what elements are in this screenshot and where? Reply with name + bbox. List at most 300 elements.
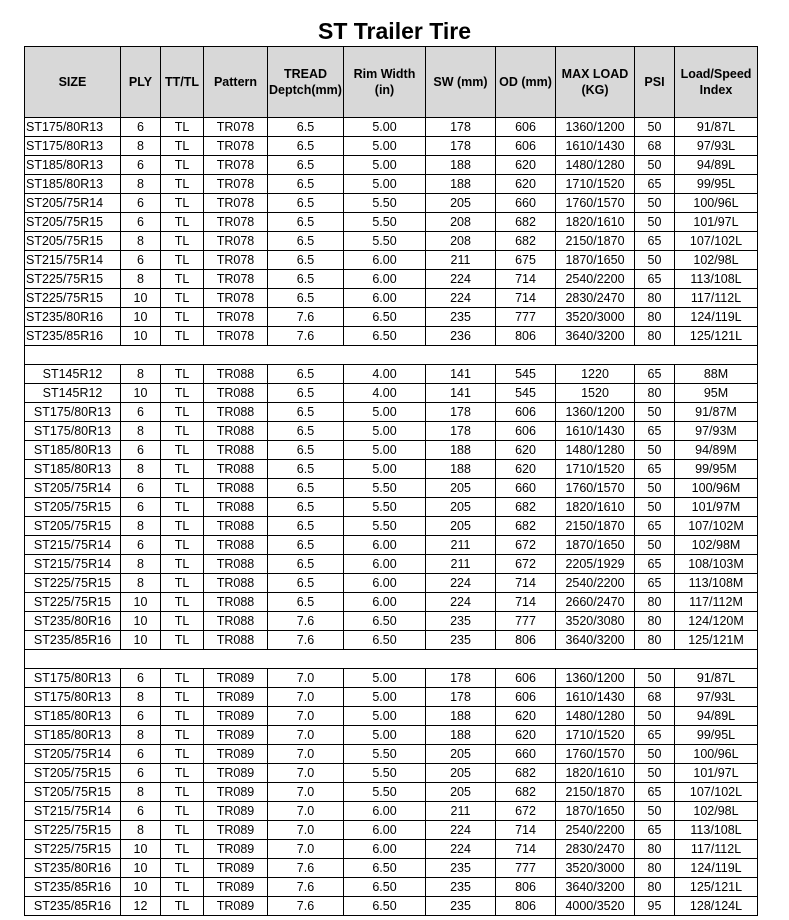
- cell-pattern: TR078: [204, 270, 268, 289]
- cell-psi: 50: [635, 669, 675, 688]
- cell-sw: 235: [426, 897, 496, 916]
- cell-sw: 205: [426, 479, 496, 498]
- cell-tread-depth: 6.5: [268, 574, 344, 593]
- cell-od: 672: [496, 536, 556, 555]
- cell-size: ST215/75R14: [25, 536, 121, 555]
- cell-max-load: 3520/3080: [556, 612, 635, 631]
- cell-psi: 50: [635, 213, 675, 232]
- cell-tt-tl: TL: [161, 821, 204, 840]
- cell-sw: 224: [426, 574, 496, 593]
- cell-rim-width: 5.50: [344, 194, 426, 213]
- cell-psi: 68: [635, 688, 675, 707]
- cell-pattern: TR089: [204, 669, 268, 688]
- cell-od: 672: [496, 555, 556, 574]
- cell-size: ST225/75R15: [25, 593, 121, 612]
- table-row: [25, 726, 758, 745]
- cell-psi: 50: [635, 403, 675, 422]
- table-row: [25, 384, 758, 403]
- cell-tread-depth: 7.0: [268, 707, 344, 726]
- table-row: [25, 137, 758, 156]
- cell-od: 545: [496, 365, 556, 384]
- cell-psi: 65: [635, 574, 675, 593]
- cell-sw: 178: [426, 118, 496, 137]
- cell-tt-tl: TL: [161, 631, 204, 650]
- cell-load-speed-index: 113/108L: [675, 821, 758, 840]
- cell-ply: 8: [121, 232, 161, 251]
- header-max-load: MAX LOAD (KG): [556, 47, 635, 118]
- cell-size: ST205/75R15: [25, 213, 121, 232]
- cell-tread-depth: 6.5: [268, 384, 344, 403]
- cell-max-load: 3640/3200: [556, 327, 635, 346]
- cell-tt-tl: TL: [161, 707, 204, 726]
- header-size: SIZE: [25, 47, 121, 118]
- cell-tt-tl: TL: [161, 460, 204, 479]
- cell-load-speed-index: 124/120M: [675, 612, 758, 631]
- cell-tread-depth: 6.5: [268, 460, 344, 479]
- cell-load-speed-index: 117/112M: [675, 593, 758, 612]
- table-row: [25, 175, 758, 194]
- cell-od: 682: [496, 764, 556, 783]
- cell-size: ST185/80R13: [25, 726, 121, 745]
- cell-od: 606: [496, 669, 556, 688]
- group-tr089: [25, 669, 758, 916]
- header-load-speed-index: Load/Speed Index: [675, 47, 758, 118]
- cell-tt-tl: TL: [161, 156, 204, 175]
- tire-spec-table: [24, 46, 758, 916]
- cell-max-load: 2150/1870: [556, 783, 635, 802]
- cell-max-load: 1360/1200: [556, 118, 635, 137]
- cell-size: ST205/75R15: [25, 764, 121, 783]
- cell-load-speed-index: 97/93M: [675, 422, 758, 441]
- cell-load-speed-index: 99/95L: [675, 175, 758, 194]
- cell-load-speed-index: 100/96L: [675, 745, 758, 764]
- header-tread-depth: TREAD Deptch(mm): [268, 47, 344, 118]
- cell-sw: 235: [426, 631, 496, 650]
- cell-tread-depth: 6.5: [268, 536, 344, 555]
- cell-od: 714: [496, 821, 556, 840]
- cell-max-load: 2540/2200: [556, 574, 635, 593]
- cell-rim-width: 6.00: [344, 536, 426, 555]
- cell-od: 714: [496, 270, 556, 289]
- cell-ply: 6: [121, 669, 161, 688]
- cell-sw: 235: [426, 308, 496, 327]
- cell-size: ST185/80R13: [25, 441, 121, 460]
- cell-od: 660: [496, 479, 556, 498]
- cell-load-speed-index: 113/108M: [675, 574, 758, 593]
- cell-tread-depth: 6.5: [268, 232, 344, 251]
- cell-tread-depth: 7.0: [268, 821, 344, 840]
- cell-sw: 205: [426, 783, 496, 802]
- cell-psi: 65: [635, 270, 675, 289]
- cell-pattern: TR088: [204, 612, 268, 631]
- cell-size: ST225/75R15: [25, 574, 121, 593]
- cell-ply: 6: [121, 498, 161, 517]
- cell-tread-depth: 6.5: [268, 194, 344, 213]
- cell-rim-width: 5.50: [344, 517, 426, 536]
- cell-tt-tl: TL: [161, 251, 204, 270]
- cell-ply: 6: [121, 251, 161, 270]
- cell-tt-tl: TL: [161, 498, 204, 517]
- cell-load-speed-index: 102/98L: [675, 251, 758, 270]
- separator-cell: [25, 346, 758, 365]
- cell-size: ST205/75R14: [25, 479, 121, 498]
- table-row: [25, 745, 758, 764]
- cell-tread-depth: 6.5: [268, 289, 344, 308]
- cell-max-load: 3520/3000: [556, 308, 635, 327]
- cell-rim-width: 5.00: [344, 460, 426, 479]
- cell-sw: 178: [426, 422, 496, 441]
- cell-od: 682: [496, 498, 556, 517]
- cell-max-load: 1820/1610: [556, 764, 635, 783]
- cell-max-load: 3640/3200: [556, 631, 635, 650]
- cell-rim-width: 5.00: [344, 422, 426, 441]
- cell-sw: 224: [426, 840, 496, 859]
- cell-od: 660: [496, 745, 556, 764]
- cell-tt-tl: TL: [161, 669, 204, 688]
- cell-sw: 188: [426, 175, 496, 194]
- table-row: [25, 308, 758, 327]
- cell-sw: 224: [426, 821, 496, 840]
- cell-psi: 80: [635, 612, 675, 631]
- header-pattern: Pattern: [204, 47, 268, 118]
- cell-max-load: 1870/1650: [556, 536, 635, 555]
- cell-tt-tl: TL: [161, 422, 204, 441]
- group-separator: [25, 650, 758, 669]
- table-row: [25, 688, 758, 707]
- cell-load-speed-index: 91/87L: [675, 118, 758, 137]
- cell-ply: 12: [121, 897, 161, 916]
- cell-od: 682: [496, 232, 556, 251]
- cell-od: 682: [496, 517, 556, 536]
- cell-max-load: 1760/1570: [556, 479, 635, 498]
- header-sw: SW (mm): [426, 47, 496, 118]
- cell-size: ST185/80R13: [25, 460, 121, 479]
- cell-max-load: 2540/2200: [556, 821, 635, 840]
- cell-max-load: 3520/3000: [556, 859, 635, 878]
- cell-rim-width: 6.50: [344, 859, 426, 878]
- cell-load-speed-index: 99/95L: [675, 726, 758, 745]
- cell-tt-tl: TL: [161, 289, 204, 308]
- cell-pattern: TR089: [204, 726, 268, 745]
- cell-sw: 188: [426, 460, 496, 479]
- cell-ply: 10: [121, 631, 161, 650]
- cell-pattern: TR089: [204, 707, 268, 726]
- cell-psi: 50: [635, 118, 675, 137]
- cell-size: ST145R12: [25, 365, 121, 384]
- cell-tread-depth: 7.0: [268, 840, 344, 859]
- cell-load-speed-index: 124/119L: [675, 308, 758, 327]
- table-row: [25, 403, 758, 422]
- cell-pattern: TR078: [204, 251, 268, 270]
- cell-ply: 8: [121, 555, 161, 574]
- cell-sw: 211: [426, 555, 496, 574]
- cell-psi: 50: [635, 802, 675, 821]
- cell-od: 660: [496, 194, 556, 213]
- cell-ply: 6: [121, 441, 161, 460]
- cell-pattern: TR088: [204, 536, 268, 555]
- group-tr078: [25, 118, 758, 346]
- cell-psi: 50: [635, 479, 675, 498]
- cell-load-speed-index: 107/102L: [675, 232, 758, 251]
- cell-size: ST215/75R14: [25, 555, 121, 574]
- cell-tread-depth: 7.0: [268, 726, 344, 745]
- cell-tt-tl: TL: [161, 308, 204, 327]
- cell-od: 620: [496, 726, 556, 745]
- cell-tread-depth: 7.0: [268, 669, 344, 688]
- cell-pattern: TR088: [204, 365, 268, 384]
- cell-psi: 65: [635, 821, 675, 840]
- cell-size: ST175/80R13: [25, 688, 121, 707]
- cell-tt-tl: TL: [161, 194, 204, 213]
- cell-max-load: 1820/1610: [556, 213, 635, 232]
- cell-od: 806: [496, 878, 556, 897]
- table-row: [25, 669, 758, 688]
- cell-psi: 50: [635, 251, 675, 270]
- cell-psi: 80: [635, 308, 675, 327]
- cell-tread-depth: 6.5: [268, 213, 344, 232]
- cell-rim-width: 4.00: [344, 365, 426, 384]
- cell-ply: 8: [121, 460, 161, 479]
- cell-max-load: 1610/1430: [556, 688, 635, 707]
- cell-size: ST205/75R14: [25, 194, 121, 213]
- cell-sw: 205: [426, 194, 496, 213]
- table-row: [25, 536, 758, 555]
- cell-sw: 188: [426, 726, 496, 745]
- cell-pattern: TR088: [204, 517, 268, 536]
- cell-ply: 8: [121, 821, 161, 840]
- header-rim-width: Rim Width (in): [344, 47, 426, 118]
- table-row: [25, 498, 758, 517]
- cell-size: ST235/85R16: [25, 327, 121, 346]
- cell-load-speed-index: 117/112L: [675, 289, 758, 308]
- cell-tread-depth: 7.6: [268, 631, 344, 650]
- cell-sw: 211: [426, 802, 496, 821]
- cell-tread-depth: 6.5: [268, 555, 344, 574]
- cell-size: ST205/75R14: [25, 745, 121, 764]
- table-row: [25, 270, 758, 289]
- cell-load-speed-index: 113/108L: [675, 270, 758, 289]
- cell-max-load: 1520: [556, 384, 635, 403]
- cell-max-load: 2150/1870: [556, 232, 635, 251]
- header-ply: PLY: [121, 47, 161, 118]
- cell-load-speed-index: 100/96M: [675, 479, 758, 498]
- cell-size: ST175/80R13: [25, 422, 121, 441]
- cell-pattern: TR089: [204, 878, 268, 897]
- cell-sw: 205: [426, 498, 496, 517]
- cell-max-load: 1610/1430: [556, 422, 635, 441]
- cell-rim-width: 6.00: [344, 270, 426, 289]
- cell-load-speed-index: 97/93L: [675, 137, 758, 156]
- cell-rim-width: 5.00: [344, 403, 426, 422]
- cell-tread-depth: 6.5: [268, 498, 344, 517]
- table-row: [25, 783, 758, 802]
- cell-od: 714: [496, 840, 556, 859]
- cell-rim-width: 5.00: [344, 118, 426, 137]
- cell-tt-tl: TL: [161, 840, 204, 859]
- cell-pattern: TR078: [204, 232, 268, 251]
- cell-max-load: 1710/1520: [556, 175, 635, 194]
- cell-load-speed-index: 94/89M: [675, 441, 758, 460]
- cell-tt-tl: TL: [161, 517, 204, 536]
- cell-ply: 8: [121, 688, 161, 707]
- cell-od: 714: [496, 289, 556, 308]
- cell-tt-tl: TL: [161, 232, 204, 251]
- cell-psi: 50: [635, 536, 675, 555]
- cell-sw: 235: [426, 878, 496, 897]
- table-row: [25, 289, 758, 308]
- cell-ply: 8: [121, 137, 161, 156]
- cell-pattern: TR088: [204, 403, 268, 422]
- cell-rim-width: 6.50: [344, 878, 426, 897]
- cell-od: 606: [496, 403, 556, 422]
- cell-tread-depth: 6.5: [268, 251, 344, 270]
- cell-pattern: TR088: [204, 555, 268, 574]
- cell-sw: 224: [426, 289, 496, 308]
- cell-rim-width: 5.00: [344, 669, 426, 688]
- cell-sw: 235: [426, 859, 496, 878]
- cell-tread-depth: 6.5: [268, 517, 344, 536]
- cell-ply: 10: [121, 612, 161, 631]
- cell-tt-tl: TL: [161, 897, 204, 916]
- cell-tread-depth: 7.0: [268, 688, 344, 707]
- cell-tt-tl: TL: [161, 878, 204, 897]
- cell-psi: 65: [635, 175, 675, 194]
- cell-tread-depth: 7.0: [268, 802, 344, 821]
- cell-load-speed-index: 124/119L: [675, 859, 758, 878]
- cell-tread-depth: 7.6: [268, 897, 344, 916]
- cell-rim-width: 5.00: [344, 137, 426, 156]
- cell-load-speed-index: 91/87M: [675, 403, 758, 422]
- cell-ply: 6: [121, 194, 161, 213]
- cell-ply: 6: [121, 403, 161, 422]
- cell-od: 545: [496, 384, 556, 403]
- table-row: [25, 859, 758, 878]
- cell-max-load: 1870/1650: [556, 802, 635, 821]
- cell-tread-depth: 7.6: [268, 859, 344, 878]
- table-row: [25, 232, 758, 251]
- cell-size: ST235/85R16: [25, 897, 121, 916]
- table-row: [25, 897, 758, 916]
- group-tr088: [25, 365, 758, 650]
- cell-ply: 8: [121, 574, 161, 593]
- cell-max-load: 1710/1520: [556, 460, 635, 479]
- cell-pattern: TR089: [204, 897, 268, 916]
- cell-load-speed-index: 125/121L: [675, 327, 758, 346]
- cell-ply: 10: [121, 327, 161, 346]
- cell-ply: 8: [121, 726, 161, 745]
- table-row: [25, 878, 758, 897]
- cell-load-speed-index: 102/98M: [675, 536, 758, 555]
- cell-max-load: 2660/2470: [556, 593, 635, 612]
- cell-ply: 8: [121, 783, 161, 802]
- cell-psi: 50: [635, 194, 675, 213]
- cell-psi: 50: [635, 498, 675, 517]
- cell-tread-depth: 6.5: [268, 118, 344, 137]
- cell-pattern: TR088: [204, 631, 268, 650]
- cell-tread-depth: 6.5: [268, 441, 344, 460]
- cell-load-speed-index: 94/89L: [675, 707, 758, 726]
- cell-ply: 10: [121, 289, 161, 308]
- cell-od: 606: [496, 688, 556, 707]
- cell-rim-width: 6.00: [344, 802, 426, 821]
- cell-pattern: TR089: [204, 783, 268, 802]
- cell-ply: 6: [121, 745, 161, 764]
- cell-load-speed-index: 91/87L: [675, 669, 758, 688]
- cell-rim-width: 6.00: [344, 251, 426, 270]
- cell-psi: 65: [635, 783, 675, 802]
- cell-rim-width: 5.00: [344, 707, 426, 726]
- cell-rim-width: 6.00: [344, 593, 426, 612]
- table-row: [25, 802, 758, 821]
- table-row: [25, 479, 758, 498]
- cell-tt-tl: TL: [161, 745, 204, 764]
- cell-psi: 65: [635, 726, 675, 745]
- cell-max-load: 1220: [556, 365, 635, 384]
- cell-sw: 208: [426, 232, 496, 251]
- cell-sw: 208: [426, 213, 496, 232]
- cell-rim-width: 5.50: [344, 232, 426, 251]
- cell-od: 777: [496, 612, 556, 631]
- cell-pattern: TR088: [204, 479, 268, 498]
- cell-od: 806: [496, 327, 556, 346]
- cell-load-speed-index: 107/102M: [675, 517, 758, 536]
- separator-cell: [25, 650, 758, 669]
- cell-rim-width: 6.00: [344, 840, 426, 859]
- cell-sw: 224: [426, 593, 496, 612]
- cell-ply: 6: [121, 213, 161, 232]
- cell-tt-tl: TL: [161, 612, 204, 631]
- cell-ply: 10: [121, 840, 161, 859]
- cell-tread-depth: 7.6: [268, 612, 344, 631]
- cell-size: ST235/80R16: [25, 612, 121, 631]
- cell-size: ST205/75R15: [25, 232, 121, 251]
- cell-load-speed-index: 97/93L: [675, 688, 758, 707]
- cell-rim-width: 4.00: [344, 384, 426, 403]
- cell-size: ST175/80R13: [25, 669, 121, 688]
- cell-tread-depth: 7.6: [268, 308, 344, 327]
- cell-tread-depth: 6.5: [268, 365, 344, 384]
- cell-rim-width: 6.00: [344, 555, 426, 574]
- cell-sw: 141: [426, 365, 496, 384]
- cell-tread-depth: 7.0: [268, 745, 344, 764]
- header-psi: PSI: [635, 47, 675, 118]
- cell-max-load: 2540/2200: [556, 270, 635, 289]
- cell-ply: 6: [121, 707, 161, 726]
- table-row: [25, 593, 758, 612]
- cell-psi: 50: [635, 441, 675, 460]
- cell-od: 620: [496, 460, 556, 479]
- cell-tt-tl: TL: [161, 593, 204, 612]
- cell-pattern: TR078: [204, 289, 268, 308]
- cell-max-load: 1480/1280: [556, 707, 635, 726]
- cell-load-speed-index: 107/102L: [675, 783, 758, 802]
- cell-psi: 65: [635, 555, 675, 574]
- cell-tt-tl: TL: [161, 213, 204, 232]
- cell-tt-tl: TL: [161, 365, 204, 384]
- cell-od: 620: [496, 156, 556, 175]
- cell-tt-tl: TL: [161, 688, 204, 707]
- cell-sw: 235: [426, 612, 496, 631]
- cell-size: ST145R12: [25, 384, 121, 403]
- cell-pattern: TR089: [204, 859, 268, 878]
- cell-psi: 80: [635, 878, 675, 897]
- cell-size: ST175/80R13: [25, 118, 121, 137]
- cell-od: 682: [496, 783, 556, 802]
- cell-od: 606: [496, 137, 556, 156]
- cell-sw: 224: [426, 270, 496, 289]
- cell-pattern: TR089: [204, 688, 268, 707]
- cell-sw: 188: [426, 707, 496, 726]
